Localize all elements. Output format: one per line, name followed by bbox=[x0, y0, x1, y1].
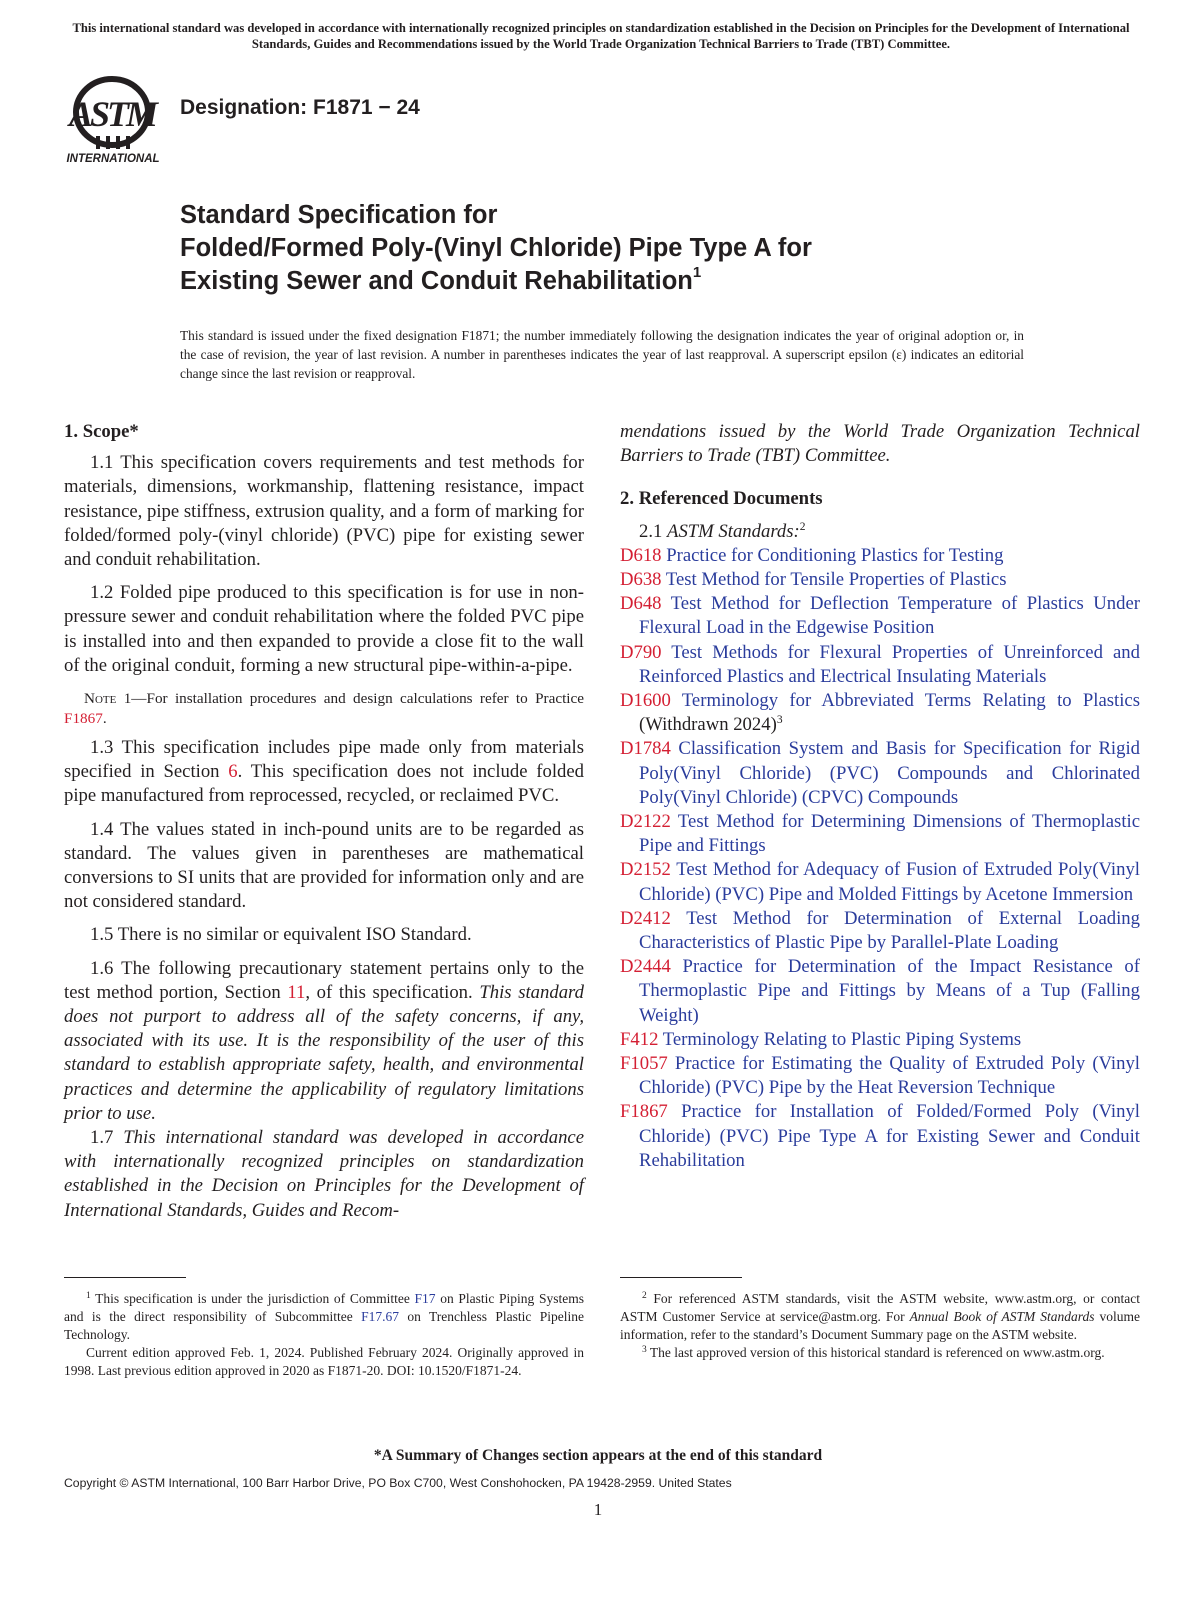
reference-item bbox=[620, 689, 1140, 737]
reference-code-link[interactable]: F1057 bbox=[620, 1053, 668, 1075]
reference-item bbox=[620, 810, 1140, 858]
section-2-1: 2.1 ASTM Standards:$^2$ bbox=[639, 520, 806, 542]
reference-item bbox=[620, 955, 1140, 1028]
footnote-3: $^3$ The last approved version of this historical standard is referenced on www.astm.org. bbox=[642, 1345, 1105, 1360]
references-heading: 2. Referenced Documents bbox=[620, 488, 823, 510]
reference-code-link[interactable]: D2412 bbox=[620, 907, 671, 929]
title-line-3: Existing Sewer and Conduit Rehabilitation$^1$ bbox=[180, 264, 702, 295]
copyright: Copyright © ASTM International, 100 Barr Harbor Drive, PO Box C700, West Conshohocken, PA 19428-2959. United States bbox=[64, 1476, 732, 1490]
top-notice: This international standard was developed in accordance with internationally recognized principles on standardization established in the Decision on Principles for the Development of International Standards, Guides and Recommendations issued by the World Trade Organization Technical Barriers to Trade (TBT) Committee. bbox=[72, 21, 1130, 51]
reference-title-link[interactable]: Terminology Relating to Plastic Piping Systems bbox=[658, 1028, 1022, 1050]
logo-letters: ASTM bbox=[68, 94, 156, 134]
section-1-7-continued: mendations issued by the World Trade Organization Technical Barriers to Trade (TBT) Committee. bbox=[620, 421, 1140, 467]
reference-title-link[interactable]: Test Methods for Flexural Properties of Unreinforced and Reinforced Plastics and Electrical Insulating Materials bbox=[639, 641, 1140, 687]
reference-title-link[interactable]: Practice for Estimating the Quality of Extruded Poly (Vinyl Chloride) (PVC) Pipe by the Heat Reversion Technique bbox=[639, 1053, 1140, 1099]
reference-item bbox=[620, 592, 1140, 640]
reference-title-link[interactable]: Test Method for Determination of External Loading Characteristics of Plastic Pipe by Parallel-Plate Loading bbox=[639, 907, 1140, 954]
left-column bbox=[64, 420, 584, 1223]
reference-code-link[interactable]: D1784 bbox=[620, 738, 671, 760]
reference-item bbox=[620, 544, 1140, 568]
section-11-link[interactable]: 11 bbox=[287, 981, 306, 1003]
scope-heading: 1. Scope* bbox=[64, 421, 139, 442]
reference-code-link[interactable]: D2122 bbox=[620, 811, 671, 833]
section-1-6: 1.6 The following precautionary statement pertains only to the test method portion, Section 11, of this specification. This standard does not purport to address all of the safety concerns, if any, associated with its use. It is the responsibility of the user of this standard to establish appropriate safety, health, and environmental practices and determine the applicability of regulatory limitations prior to use. bbox=[64, 957, 584, 1124]
reference-code-link[interactable]: D618 bbox=[620, 544, 662, 566]
reference-code-link[interactable]: D1600 bbox=[620, 690, 671, 712]
reference-item bbox=[620, 1100, 1140, 1173]
section-1-3: 1.3 This specification includes pipe made only from materials specified in Section 6. This specification does not include folded pipe manufactured from reprocessed, recycled, or reclaimed PVC. bbox=[64, 737, 584, 807]
footnotes-right bbox=[620, 1290, 1140, 1362]
reference-list bbox=[620, 544, 1140, 1173]
footnote-1: $^1$ This specification is under the jurisdiction of Committee F17 on Plastic Piping Systems and is the direct responsibility of Subcommittee F17.67 on Trenchless Plastic Pipeline Technology. bbox=[64, 1291, 585, 1342]
reference-title-link[interactable]: Test Method for Adequacy of Fusion of Extruded Poly(Vinyl Chloride) (PVC) Pipe and Molded Fittings by Acetone Immersion bbox=[639, 859, 1140, 905]
reference-title-link[interactable]: Test Method for Determining Dimensions of Thermoplastic Pipe and Fittings bbox=[639, 811, 1140, 857]
footnote-mark-2: 2 bbox=[799, 520, 806, 533]
reference-title-link[interactable]: Test Method for Deflection Temperature of Plastics Under Flexural Load in the Edgewise Position bbox=[639, 593, 1140, 639]
summary-of-changes-note: *A Summary of Changes section appears at the end of this standard bbox=[373, 1447, 823, 1464]
reference-item bbox=[620, 1028, 1140, 1052]
reference-code-link[interactable]: D790 bbox=[620, 641, 662, 663]
issuance-note: This standard is issued under the fixed designation F1871; the number immediately following the designation indicates the year of original adoption or, in the case of revision, the year of last revision. A number in parentheses indicates the year of last reapproval. A superscript epsilon (ε) indicates an editorial change since the last revision or reapproval. bbox=[180, 328, 1024, 381]
footnote-2: $^2$ For referenced ASTM standards, visit the ASTM website, www.astm.org, or contact ASTM Customer Service at service@astm.org. For Annual Book of ASTM Standards volume information, refer to the standard’s Document Summary page on the ASTM website. bbox=[620, 1291, 1140, 1342]
section-1-1: 1.1 This specification covers requirements and test methods for materials, dimensions, workmanship, flattening resistance, impact resistance, pipe stiffness, extrusion quality, and a form of marking for folded/formed poly-(vinyl chloride) (PVC) pipe for existing sewer and conduit rehabilitation. bbox=[64, 452, 585, 571]
footnotes-left bbox=[64, 1290, 584, 1380]
note-link-f1867[interactable]: F1867 bbox=[64, 709, 103, 727]
reference-footnote-mark: 3 bbox=[776, 714, 783, 727]
reference-code-link[interactable]: D638 bbox=[620, 569, 662, 591]
title-line-2: Folded/Formed Poly-(Vinyl Chloride) Pipe Type A for bbox=[180, 234, 812, 262]
section-1-4: 1.4 The values stated in inch-pound units are to be regarded as standard. The values given in parentheses are mathematical conversions to SI units that are provided for information only and are not considered standard. bbox=[64, 818, 584, 913]
reference-code-link[interactable]: F1867 bbox=[620, 1101, 668, 1123]
reference-item bbox=[620, 737, 1140, 810]
reference-code-link[interactable]: D2152 bbox=[620, 859, 671, 881]
reference-title-link[interactable]: Practice for Determination of the Impact Resistance of Thermoplastic Pipe and Fittings by Means of a Tup (Falling Weight) bbox=[639, 956, 1140, 1026]
footnote-rule-left bbox=[64, 1277, 186, 1278]
footnote-1-edition: Current edition approved Feb. 1, 2024. Published February 2024. Originally approved in 1998. Last previous edition approved in 2020 as F1871-20. DOI: 10.1520/F1871-24. bbox=[64, 1345, 584, 1378]
subcommittee-f17-67-link[interactable]: F17.67 bbox=[361, 1309, 399, 1324]
reference-title-link[interactable]: Test Method for Tensile Properties of Plastics bbox=[661, 569, 1007, 591]
page-number: 1 bbox=[593, 1500, 603, 1519]
reference-item bbox=[620, 1052, 1140, 1100]
designation: Designation: F1871 − 24 bbox=[180, 96, 420, 119]
reference-title-link[interactable]: Practice for Installation of Folded/Formed Poly (Vinyl Chloride) (PVC) Pipe Type A for Existing Sewer and Conduit Rehabilitation bbox=[639, 1101, 1140, 1171]
reference-code-link[interactable]: D648 bbox=[620, 593, 662, 615]
title-footnote-mark: 1 bbox=[692, 264, 702, 281]
document-title bbox=[180, 199, 1080, 298]
footnote-rule-right bbox=[620, 1277, 742, 1278]
reference-status: (Withdrawn 2024) bbox=[639, 714, 777, 736]
reference-title-link[interactable]: Practice for Conditioning Plastics for Testing bbox=[661, 544, 1004, 566]
reference-code-link[interactable]: F412 bbox=[620, 1028, 659, 1050]
note-1: Note 1—For installation procedures and design calculations refer to Practice F1867. bbox=[64, 690, 584, 727]
section-6-link[interactable]: 6 bbox=[228, 761, 238, 783]
section-1-5: 1.5 There is no similar or equivalent ISO Standard. bbox=[90, 924, 472, 946]
astm-logo bbox=[60, 76, 166, 168]
right-column bbox=[620, 420, 1140, 1173]
reference-item bbox=[620, 858, 1140, 906]
committee-f17-link[interactable]: F17 bbox=[414, 1291, 436, 1306]
reference-title-link[interactable]: Terminology for Abbreviated Terms Relating to Plastics bbox=[670, 690, 1140, 712]
section-1-7: 1.7 This international standard was developed in accordance with internationally recognized principles on standardization established in the Decision on Principles for the Development of International Standards, Guides and Recom- bbox=[64, 1127, 585, 1221]
title-line-1: Standard Specification for bbox=[180, 201, 498, 229]
reference-code-link[interactable]: D2444 bbox=[620, 956, 671, 978]
reference-item bbox=[620, 568, 1140, 592]
section-1-2: 1.2 Folded pipe produced to this specification is for use in non-pressure sewer and conduit rehabilitation where the folded PVC pipe is installed into and then expanded to provide a close fit to the wall of the original conduit, forming a new structural pipe-within-a-pipe. bbox=[64, 582, 584, 676]
reference-title-link[interactable]: Classification System and Basis for Specification for Rigid Poly(Vinyl Chloride) (PVC) Compounds and Chlorinated Poly(Vinyl Chloride) (CPVC) Compounds bbox=[639, 738, 1140, 808]
reference-item bbox=[620, 907, 1140, 955]
reference-item bbox=[620, 641, 1140, 689]
logo-subtext: INTERNATIONAL bbox=[66, 153, 160, 165]
